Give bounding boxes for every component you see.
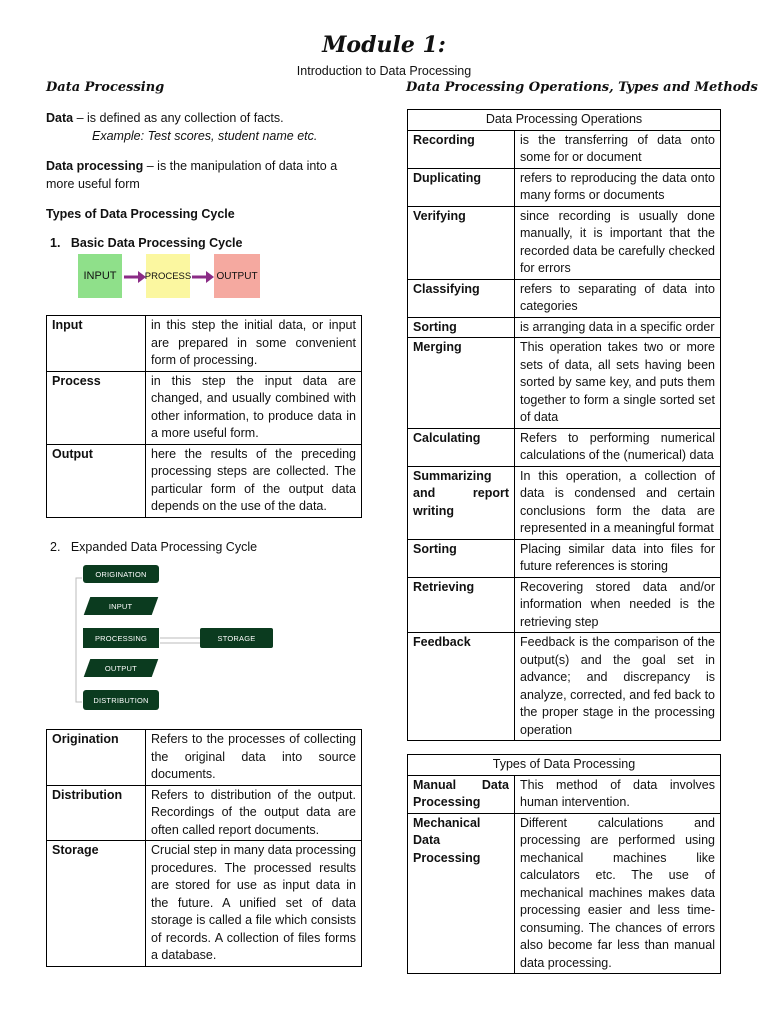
row-label: Distribution xyxy=(47,785,146,841)
row-label: Merging xyxy=(408,338,515,429)
row-label: Feedback xyxy=(408,633,515,741)
table-row xyxy=(408,539,721,577)
expanded-cycle-heading: 2. Expanded Data Processing Cycle xyxy=(50,540,258,554)
table-row xyxy=(408,775,721,813)
row-text: in this step the input data are changed, and usually combined with other information, to produce data in a more useful form. xyxy=(146,371,362,444)
types-cycle-heading: Types of Data Processing Cycle xyxy=(46,207,235,221)
row-label: Retrieving xyxy=(408,577,515,633)
row-text: Refers to distribution of the output. Recordings of the output data are often called report documents. xyxy=(146,785,362,841)
row-text: is arranging data in a specific order xyxy=(515,317,721,338)
flow-process-box: PROCESS xyxy=(146,254,190,298)
row-label: Storage xyxy=(47,841,146,967)
table-row xyxy=(47,444,362,517)
row-label: Classifying xyxy=(408,279,515,317)
right-heading: Data Processing Operations, Types and Methods xyxy=(406,80,758,95)
row-label: Duplicating xyxy=(408,168,515,206)
row-text: in this step the initial data, or input are prepared in some convenient form of processing. xyxy=(146,316,362,372)
row-text: here the results of the preceding processing steps are collected. The particular form of the output data depends on the use of the data. xyxy=(146,444,362,517)
operations-table xyxy=(407,109,721,741)
row-label: Calculating xyxy=(408,428,515,466)
row-text: is the transferring of data onto some for or document xyxy=(515,130,721,168)
row-text: Feedback is the comparison of the output(s) and the goal set in advance; and discrepancy is analyze, corrected, and fed back to the proper stage in the processing operation xyxy=(515,633,721,741)
row-label: Mechanical Data Processing xyxy=(408,813,515,974)
row-label: Summarizing and report writing xyxy=(408,466,515,539)
row-text: This operation takes two or more sets of data, all sets having been sorted by same key, and puts them together to form a single sorted set of data xyxy=(515,338,721,429)
data-definition xyxy=(46,109,362,127)
row-text: Different calculations and processing are performed using mechanical machines like calculators etc. The use of mechanical machines makes data processing easier and less time-consuming. The chances of errors also become far less than manual data processing. xyxy=(515,813,721,974)
row-label: Recording xyxy=(408,130,515,168)
table-row xyxy=(408,206,721,279)
data-def-text: – is defined as any collection of facts. xyxy=(73,111,284,125)
row-label: Sorting xyxy=(408,539,515,577)
row-text: since recording is usually done manually, it is important that the recorded data be carefully checked for errors xyxy=(515,206,721,279)
types-table xyxy=(407,754,721,974)
row-label: Origination xyxy=(47,730,146,786)
diagram-output: OUTPUT xyxy=(84,659,159,677)
row-text: refers to separating of data into categories xyxy=(515,279,721,317)
page-subtitle: Introduction to Data Processing xyxy=(296,64,472,78)
row-label: Input xyxy=(47,316,146,372)
row-text: Crucial step in many data processing procedures. The processed results are stored for use as input data in the future. A unified set of data storage is called a file which consists of records. A collection of files forms a database. xyxy=(146,841,362,967)
diagram-input: INPUT xyxy=(84,597,159,615)
table-header-row xyxy=(408,755,721,776)
arrow-right-icon xyxy=(192,271,214,286)
dp-term: Data processing xyxy=(46,159,144,173)
table-row xyxy=(408,130,721,168)
row-text: Refers to performing numerical calculations of the (numerical) data xyxy=(515,428,721,466)
table-row xyxy=(47,371,362,444)
row-label: Sorting xyxy=(408,317,515,338)
row-text: refers to reproducing the data onto many forms or documents xyxy=(515,168,721,206)
dp-def-text: – is the manipulation of data into a more useful form xyxy=(46,159,338,191)
table-row xyxy=(408,338,721,429)
table-row xyxy=(408,279,721,317)
diagram-processing: PROCESSING xyxy=(83,628,159,648)
row-label: Output xyxy=(47,444,146,517)
row-label: Process xyxy=(47,371,146,444)
table-row xyxy=(408,317,721,338)
basic-cycle-table xyxy=(46,315,362,518)
flow-input-box: INPUT xyxy=(78,254,122,298)
table-row xyxy=(47,730,362,786)
table-row xyxy=(47,316,362,372)
table-header-row xyxy=(408,110,721,131)
table-row xyxy=(47,841,362,967)
left-heading: Data Processing xyxy=(46,80,165,95)
row-label: Manual Data Processing xyxy=(408,775,515,813)
data-term: Data xyxy=(46,111,74,125)
table-row xyxy=(408,813,721,974)
operations-header: Data Processing Operations xyxy=(408,110,721,131)
table-row xyxy=(408,428,721,466)
basic-cycle-heading: 1. Basic Data Processing Cycle xyxy=(50,236,243,250)
row-text: Refers to the processes of collecting the original data into source documents. xyxy=(146,730,362,786)
table-row xyxy=(408,168,721,206)
diagram-storage: STORAGE xyxy=(200,628,273,648)
table-row xyxy=(47,785,362,841)
diagram-distribution: DISTRIBUTION xyxy=(83,690,159,710)
dp-definition xyxy=(46,157,366,193)
types-header: Types of Data Processing xyxy=(408,755,721,776)
flow-output-box: OUTPUT xyxy=(214,254,260,298)
expanded-cycle-table xyxy=(46,729,362,967)
data-example: Example: Test scores, student name etc. xyxy=(92,129,318,143)
table-row xyxy=(408,577,721,633)
diagram-origination: ORIGINATION xyxy=(83,565,159,583)
row-text: In this operation, a collection of data is condensed and certain conclusions form the data are represented in a meaningful format xyxy=(515,466,721,539)
row-label: Verifying xyxy=(408,206,515,279)
page-title: Module 1: xyxy=(322,32,446,58)
table-row xyxy=(408,633,721,741)
row-text: Recovering stored data and/or information when needed is the retrieving step xyxy=(515,577,721,633)
row-text: This method of data involves human intervention. xyxy=(515,775,721,813)
table-row xyxy=(408,466,721,539)
arrow-right-icon xyxy=(124,271,146,286)
row-text: Placing similar data into files for future references is storing xyxy=(515,539,721,577)
